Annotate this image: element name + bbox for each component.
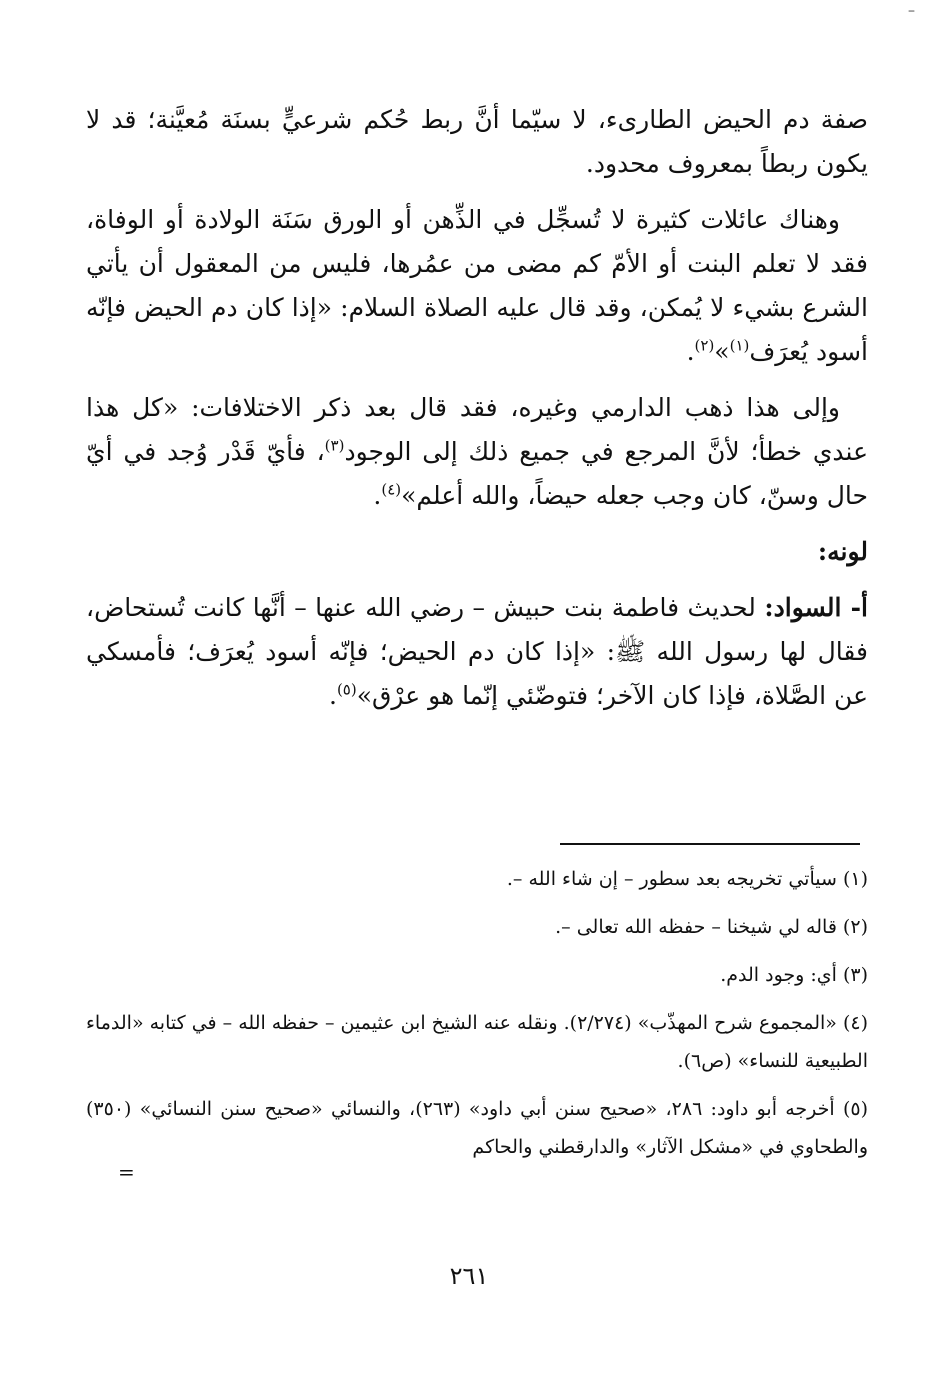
paragraph-3-text: وإلى هذا ذهب الدارمي وغيره، فقد قال بعد ذكر الاختلافات: «كل هذا عندي خطأ؛ لأنَّ المرجع في جميع ذلك إلى الوجود [86,393,868,466]
page-number: ٢٦١ [449,1262,489,1290]
footnote-5: (٥) أخرجه أبو داود: ٢٨٦، «صحيح سنن أبي داود» (٢٦٣)، والنسائي «صحيح سنن النسائي» (٣٥٠) والطحاوي في «مشكل الآثار» والدارقطني والحاكم [86,1098,868,1158]
footnote-4: (٤) «المجموع شرح المهذّب» (٢/٢٧٤). ونقله عنه الشيخ ابن عثيمين – حفظه الله – في كتابه «الدماء الطبيعية للنساء» (ص٦). [86,1012,868,1072]
paragraph-3-end: . [373,481,382,510]
section-heading: لونه: [817,537,868,566]
footnote-3: (٣) أي: وجود الدم. [720,964,868,986]
paragraph-2 [86,198,868,374]
footnote-ref-2[interactable]: (٢) [694,336,715,355]
footnote-1: (١) سيأتي تخريجه بعد سطور – إن شاء الله –. [506,868,868,890]
footnote-2: (٢) قاله لي شيخنا – حفظه الله تعالى –. [555,916,868,938]
quote-close: » [714,337,730,366]
footnote-ref-3[interactable]: (٣) [324,436,345,455]
footnote-ref-4[interactable]: (٤) [381,480,402,499]
paragraph-2-text: وهناك عائلات كثيرة لا تُسجِّل في الذِّهن أو الورق سَنَة الولادة أو الوفاة، فقد لا تعلم البنت أو الأمّ كم مضى من عمُرها، فليس من المعقول أن يأتي الشرع بشيء لا يُمكن، وقد قال عليه الصلاة السلام: «إذا كان دم الحيض فإنّه أسود يُعرَف [86,205,868,366]
footnotes [86,860,868,1176]
paragraph-4-text: لحديث فاطمة بنت حبيش – رضي الله عنها – أنَّها كانت تُستحاض، فقال لها رسول الله ﷺ: «إذا كان دم الحيض؛ فإنّه أسود يُعرَف؛ فأمسكي عن الصَّلاة، فإذا كان الآخر؛ فتوضّئي إنّما هو عرْق» [86,593,868,710]
paragraph-3 [86,386,868,518]
footnote-ref-5[interactable]: (٥) [336,680,357,699]
footnote-divider [560,843,860,845]
paragraph-4 [86,586,868,718]
continuation-mark: = [118,1160,135,1184]
paragraph-4-end: . [328,681,337,710]
paragraph-1: صفة دم الحيض الطارىء، لا سيّما أنَّ ربط حُكم شرعيٍّ بسنَة مُعيَّنة؛ قد لا يكون ربطاً بمعروف محدود. [86,105,868,178]
footnote-ref-1[interactable]: (١) [729,336,750,355]
paragraph-3-mid: ، فأيّ قَدْر وُجد في أيّ حال وسنّ، كان وجب جعله حيضاً، والله أعلم» [86,437,868,510]
corner-mark: – [908,3,915,19]
paragraph-2-end: . [686,337,695,366]
main-text [86,98,868,730]
item-label: أ- السواد: [764,593,868,622]
